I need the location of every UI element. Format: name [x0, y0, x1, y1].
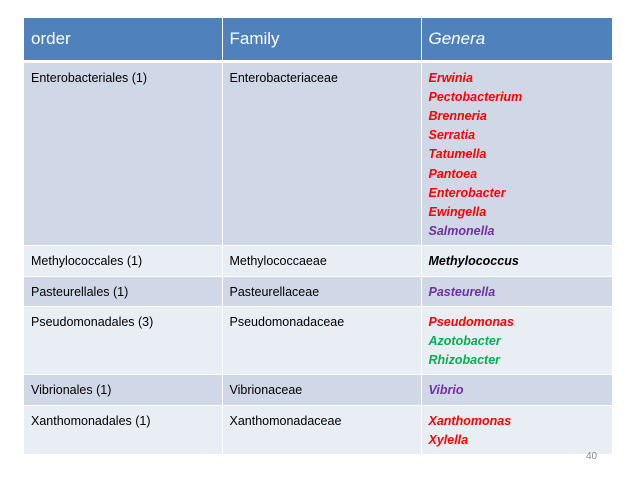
table-row [24, 246, 612, 276]
genus-name: Rhizobacter [428, 353, 501, 368]
genus-name: Pseudomonas [428, 314, 514, 329]
genus-name: Pectobacterium [428, 89, 523, 104]
genera-cell [421, 246, 612, 276]
family-cell: Methylococcaeae [222, 246, 421, 276]
genus-name: Ewingella [428, 204, 487, 219]
genera-cell [421, 405, 612, 454]
genus-name: Tatumella [428, 147, 487, 162]
genus-name: Salmonella [428, 224, 495, 239]
genus-name: Xylella [428, 432, 469, 447]
table-row [24, 276, 612, 306]
header-genera: Genera [421, 18, 612, 61]
slide-number: 40 [586, 451, 598, 462]
genus-name: Vibrio [428, 383, 464, 398]
genera-cell [421, 61, 612, 246]
genus-name: Methylococcus [428, 254, 519, 269]
order-cell: Methylococcales (1) [24, 246, 222, 276]
order-cell: Pseudomonadales (3) [24, 306, 222, 375]
taxonomy-table [24, 18, 612, 455]
order-cell: Enterobacteriales (1) [24, 61, 222, 246]
header-order: order [24, 18, 222, 61]
genus-name: Enterobacter [428, 185, 506, 200]
header-family: Family [222, 18, 421, 61]
order-cell: Xanthomonadales (1) [24, 405, 222, 454]
genera-cell [421, 276, 612, 306]
genus-name: Pantoea [428, 166, 478, 181]
family-cell: Xanthomonadaceae [222, 405, 421, 454]
table-body [24, 61, 612, 454]
genus-name: Pasteurella [428, 284, 496, 299]
genus-name: Serratia [428, 128, 476, 143]
table-header-row [24, 18, 612, 61]
genus-name: Erwinia [428, 70, 473, 85]
table-row [24, 306, 612, 375]
order-cell: Pasteurellales (1) [24, 276, 222, 306]
family-cell: Pasteurellaceae [222, 276, 421, 306]
order-cell: Vibrionales (1) [24, 375, 222, 405]
genus-name: Azotobacter [428, 333, 501, 348]
genera-cell [421, 375, 612, 405]
genus-name: Xanthomonas [428, 413, 512, 428]
table-row [24, 375, 612, 405]
family-cell: Vibrionaceae [222, 375, 421, 405]
family-cell: Pseudomonadaceae [222, 306, 421, 375]
genus-name: Brenneria [428, 108, 487, 123]
table-row [24, 405, 612, 454]
table-row [24, 61, 612, 246]
family-cell: Enterobacteriaceae [222, 61, 421, 246]
genera-cell [421, 306, 612, 375]
